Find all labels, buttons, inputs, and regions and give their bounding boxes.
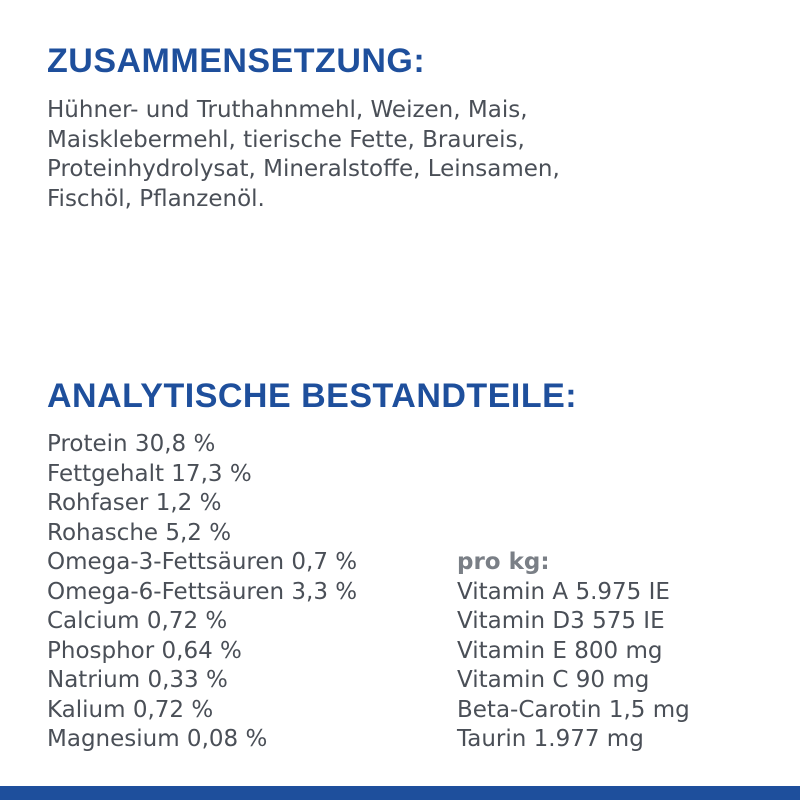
nutrient-item-crude-fiber: Rohfaser 1,2 % <box>47 490 222 516</box>
composition-heading: ZUSAMMENSETZUNG: <box>47 42 426 80</box>
nutrient-item-omega-6: Omega-6-Fettsäuren 3,3 % <box>47 578 358 605</box>
nutrient-item-protein: Protein 30,8 % <box>47 431 216 457</box>
vitamin-item-taurine: Taurin 1.977 mg <box>457 726 644 752</box>
composition-line: Fischöl, Pflanzenöl. <box>47 185 265 212</box>
nutrient-list <box>47 430 357 755</box>
composition-line: Proteinhydrolysat, Mineralstoffe, Leinsamen, <box>47 156 560 182</box>
nutrient-item-magnesium: Magnesium 0,08 % <box>47 726 268 752</box>
nutrient-item-potassium: Kalium 0,72 % <box>47 696 214 723</box>
vitamin-item-c: Vitamin C 90 mg <box>457 667 650 693</box>
nutrient-item-phosphorus: Phosphor 0,64 % <box>47 637 242 664</box>
nutrient-item-crude-ash: Rohasche 5,2 % <box>47 519 232 546</box>
nutrient-item-fat: Fettgehalt 17,3 % <box>47 460 252 487</box>
analytical-constituents-heading: ANALYTISCHE BESTANDTEILE: <box>47 377 578 415</box>
nutrient-item-sodium: Natrium 0,33 % <box>47 667 228 693</box>
composition-line: Maisklebermehl, tierische Fette, Braureis, <box>47 126 525 153</box>
composition-line: Hühner- und Truthahnmehl, Weizen, Mais, <box>47 97 528 123</box>
vitamin-item-e: Vitamin E 800 mg <box>457 637 663 664</box>
composition-text <box>47 96 747 214</box>
vitamin-item-beta-carotene: Beta-Carotin 1,5 mg <box>457 696 690 723</box>
vitamin-item-d3: Vitamin D3 575 IE <box>457 608 665 634</box>
vitamin-item-a: Vitamin A 5.975 IE <box>457 578 670 605</box>
nutrient-item-omega-3: Omega-3-Fettsäuren 0,7 % <box>47 549 358 575</box>
vitamin-list <box>457 548 690 755</box>
bottom-accent-bar <box>0 786 800 800</box>
per-kg-label: pro kg: <box>457 549 550 575</box>
nutrient-item-calcium: Calcium 0,72 % <box>47 608 228 634</box>
